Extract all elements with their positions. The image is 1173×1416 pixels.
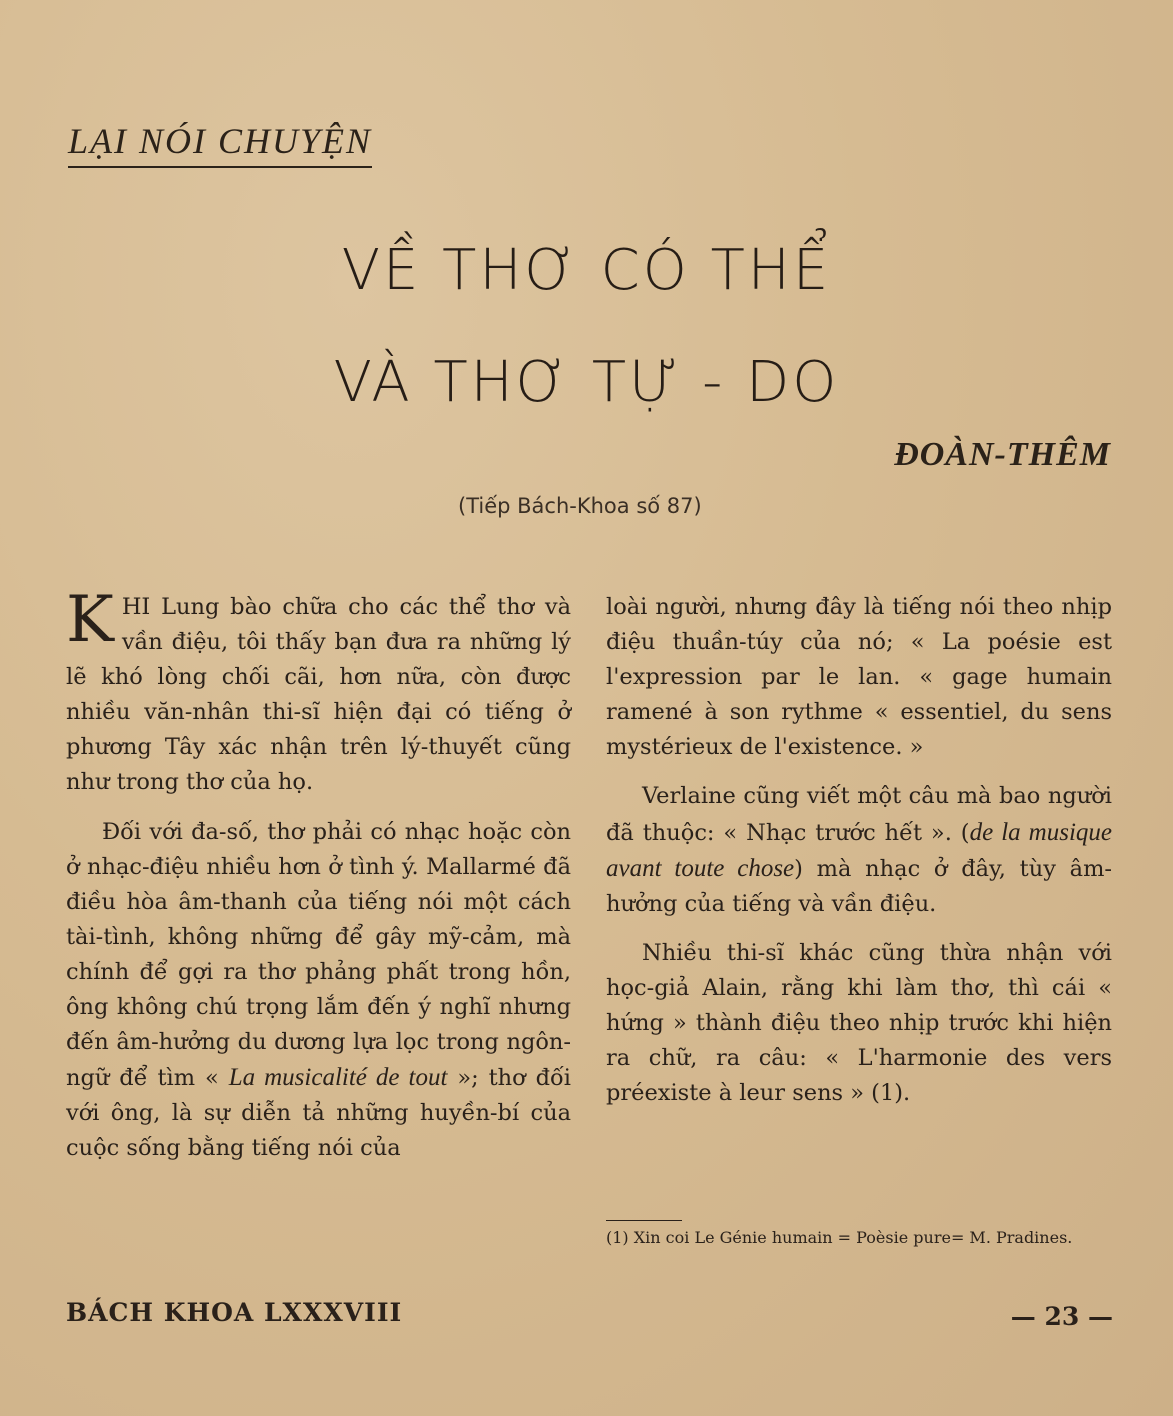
right-paragraph-2: [606, 779, 1112, 921]
section-kicker: LẠI NÓI CHUYỆN: [68, 122, 372, 168]
right-paragraph-3: Nhiều thi-sĩ khác cũng thừa nhận với học-giả Alain, rằng khi làm thơ, thì cái « hứng » thành điệu theo nhịp trước khi hiện ra chữ, ra câu: « L'harmonie des vers préexiste à leur sens » (1).: [606, 939, 1112, 1107]
footer-page-number: — 23 —: [1010, 1302, 1113, 1331]
left-paragraph-1: [66, 583, 571, 801]
right-column: [606, 590, 1112, 1111]
left-paragraph-2-text-a: Đối với đa-số, thơ phải có nhạc hoặc còn ở nhạc-điệu nhiều hơn ở tình ý. Mallarmé đã điều hòa âm-thanh của tiếng nói một cách tài-tình, không những để gây mỹ-cảm, mà chính để gợi ra thơ phảng phất trong hồn, ông không chú trọng lắm đến ý nghĩ nhưng đến âm-hưởng du dương lựa lọc trong ngôn-ngữ để tìm «: [66, 818, 571, 1092]
right-paragraph-2-text-b: ) mà nhạc ở đây, tùy âm-hưởng của tiếng và vần điệu.: [606, 855, 1113, 917]
article-title-line-1: VỀ THƠ CÓ THỂ: [341, 238, 832, 303]
right-paragraph-2-italic: de la musique avant toute chose: [606, 818, 1112, 882]
left-paragraph-2-italic: La musicalité de tout: [228, 1064, 448, 1092]
article-title-line-2: VÀ THƠ TỰ - DO: [333, 350, 840, 415]
right-paragraph-2-text-a: Verlaine cũng viết một câu mà bao người đã thuộc: « Nhạc trước hết ». (: [606, 783, 1112, 846]
author-name: ĐOÀN-THÊM: [894, 436, 1111, 473]
left-paragraph-2-text-b: »; thơ đối với ông, là sự diễn tả những huyền-bí của cuộc sống bằng tiếng nói của: [66, 1065, 571, 1162]
left-paragraph-2: [66, 815, 571, 1167]
left-column: [66, 583, 571, 1167]
continuation-note: (Tiếp Bách-Khoa số 87): [458, 494, 702, 518]
footer-magazine-name: BÁCH KHOA LXXXVIII: [66, 1298, 403, 1327]
footnote-rule: [606, 1220, 682, 1221]
right-paragraph-1: loài người, nhưng đây là tiếng nói theo nhịp điệu thuần-túy của nó; « La poésie est l'expression par le lan. « gage humain ramené à son rythme « essentiel, du sens mystérieux de l'existence. »: [606, 594, 1112, 761]
footnote: (1) Xin coi Le Génie humain = Poèsie pure= M. Pradines.: [606, 1228, 1073, 1247]
left-paragraph-1-text: HI Lung bào chữa cho các thể thơ và vần điệu, tôi thấy bạn đưa ra những lý lẽ khó lòng chối cãi, hơn nữa, còn được nhiều văn-nhân thi-sĩ hiện đại có tiếng ở phương Tây xác nhận trên lý-thuyết cũng như trong thơ của họ.: [66, 594, 571, 796]
drop-cap: K: [66, 583, 114, 657]
